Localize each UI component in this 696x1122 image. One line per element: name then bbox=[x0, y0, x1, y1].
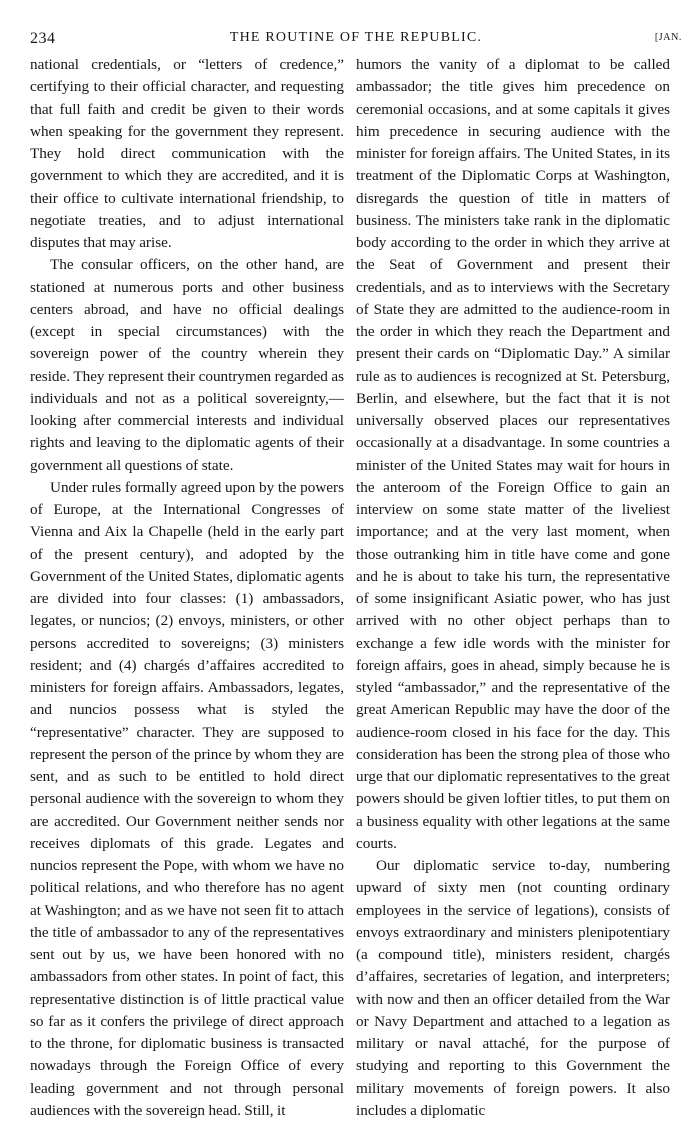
running-title: THE ROUTINE OF THE REPUBLIC. bbox=[229, 30, 483, 45]
paragraph-continued: national credentials, or “letters of credence,” certifying to their official character, and requesting that full faith and credit be given to their words when speaking for the government they represent. They hold direct communication with the government to which they are accredited, and it is their office to cultivate international friendship, to negotiate treaties, and to adjust international disputes that may arise. bbox=[30, 56, 344, 251]
paragraph-ambassador-vanity: humors the vanity of a diplomat to be called ambassador; the title gives him precedence on ceremonial occasions, and at some capitals it gives him precedence in securing audience with the minister for foreign affairs. The United States, in its treatment of the Diplomatic Corps at Washington, disregards the question of title in matters of business. The ministers take rank in the diplomatic body according to the order in which they arrive at the Seat of Government and present their credentials, and as to interviews with the Secretary of State they are admitted to the audience-room in the order in which they reach the Department and present their cards on “Diplomatic Day.” A similar rule as to audiences is recognized at St. Petersburg, Berlin, and elsewhere, but the fact that it is not universally observed places our representatives occasionally at a disadvantage. In some countries a minister of the United States may wait for hours in the anteroom of the Foreign Office to gain an interview on some state matter of the liveliest importance; and at the very last moment, when those outranking him in title have come and gone and he is about to take his turn, the representative of some insignificant Asiatic power, who has just arrived with no other object perhaps than to exchange a few idle words with the minister for foreign affairs, goes in ahead, simply because he is styled “ambassador,” and the representative of the great American Republic may have the door of the audience-room closed in his face for the day. This consideration has been the strong plea of those who urge that our diplomatic representatives to the great powers should be given loftier titles, to put them on a business equality with other legations at the same courts. bbox=[356, 56, 670, 852]
page-number: 234 bbox=[30, 30, 56, 47]
left-column bbox=[30, 54, 344, 1119]
paragraph-diplomatic-classes: Under rules formally agreed upon by the powers of Europe, at the International Congresses of Vienna and Aix la Chapelle (held in the early part of the present century), and adopted by the Government of the United States, diplomatic agents are divided into four classes: (1) ambassadors, legates, or nuncios; (2) envoys, ministers, or other persons accredited to sovereigns; (3) ministers resident; and (4) chargés d’affaires accredited to ministers for foreign affairs. Ambassadors, legates, and nuncios possess what is styled the “representative” character. They are supposed to represent the person of the prince by whom they are sent, and as such to be entitled to hold direct personal audience with the sovereign to whom they are accredited. Our Government neither sends nor receives diplomats of this grade. Legates and nuncios represent the Pope, with whom we have no political relations, and who therefore has no agent at Washington; and as we have not seen fit to attach the title of ambassador to any of the representatives sent out by us, we have been honored with no ambassadors from other states. In point of fact, this representative distinction is of little practical value so far as it confers the privilege of direct approach to the throne, for diplomatic business is transacted nowadays through the Foreign Office of every leading government and not through personal audiences with the sovereign head. Still, it bbox=[30, 478, 344, 1119]
running-head bbox=[30, 26, 682, 52]
paragraph-consular-officers: The consular officers, on the other hand, are stationed at numerous ports and other business centers abroad, and have no official dealings (except in special circumstances) with the sovereign power of the country wherein they reside. They represent their countrymen regarded as individuals and not as a political sovereignty,— looking after commercial interests and individual rights and leaving to the diplomatic agents of their government all questions of state. bbox=[30, 256, 344, 474]
right-column bbox=[356, 54, 670, 1119]
issue-mark: [JAN. bbox=[654, 32, 682, 43]
paragraph-diplomatic-service: Our diplomatic service to-day, numbering upward of sixty men (not counting ordinary employees in the service of legations), consists of envoys extraordinary and ministers plenipotentiary (a compound title), ministers resident, chargés d’affaires, secretaries of legation, and interpreters; with now and then an officer detailed from the War or Navy Department and attached to a legation as military or naval attaché, for the purpose of studying and reporting to this Government the military movements of foreign powers. It also includes a diplomatic bbox=[356, 857, 670, 1119]
